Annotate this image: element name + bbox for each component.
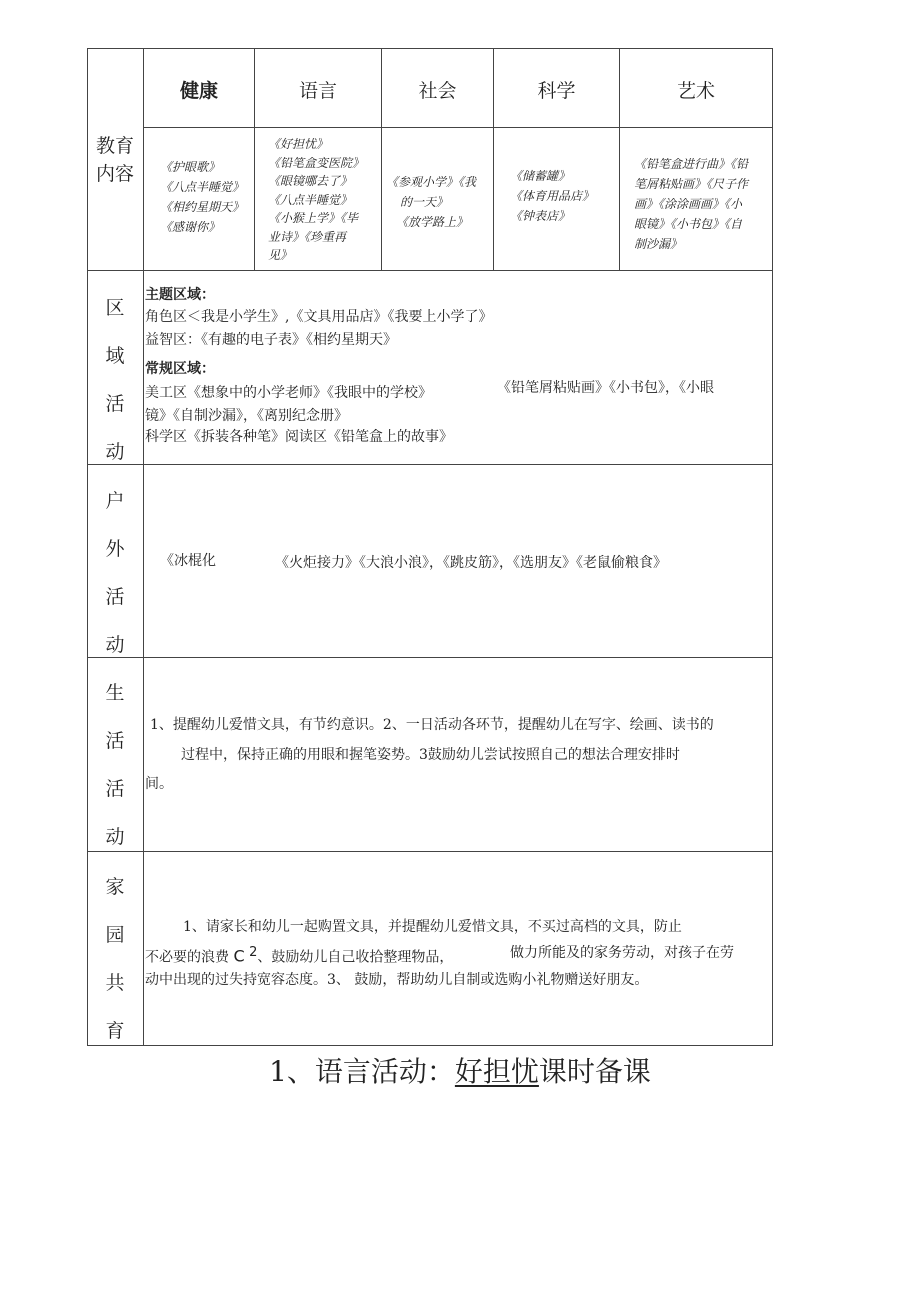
regular-area-line2: 镜》《自制沙漏》，《离别纪念册》 — [145, 408, 348, 424]
header-divider — [143, 127, 773, 128]
lesson-title-prefix: 1、语言活动： — [269, 1055, 455, 1088]
label-char: 家 — [105, 876, 125, 898]
list-item: 《铅笔盒进行曲》《铅 — [634, 157, 749, 171]
regular-area-line1: 美工区《想象中的小学老师》《我眼中的学校》 — [145, 385, 432, 401]
life-activity-line1: 1、提醒幼儿爱惜文具，有节约意识。2、一日活动各环节，提醒幼儿在写字、绘画、读书的 — [150, 717, 714, 733]
list-item: 《八点半睡觉》 — [160, 180, 245, 194]
lesson-title-suffix: 课时备课 — [538, 1055, 651, 1088]
row-divider-2 — [87, 464, 773, 465]
label-column-divider — [143, 48, 144, 1046]
outdoor-activity-right: 《火炬接力》《大浪小浪》，《跳皮筋》，《选朋友》《老鼠偷粮食》 — [275, 555, 667, 571]
list-item: 的一天》 — [400, 195, 449, 209]
table-border-right — [772, 48, 773, 1046]
header-language: 语言 — [298, 80, 337, 102]
label-char: 域 — [105, 345, 125, 367]
edu-content-label — [87, 132, 143, 188]
header-social: 社会 — [418, 80, 457, 102]
list-item: 《放学路上》 — [396, 215, 469, 229]
list-item: 《小猴上学》《毕 — [268, 211, 359, 225]
label-char: 活 — [105, 730, 125, 752]
home-coop-line2-d: 、鼓励幼儿自己收拾整理物品， — [257, 949, 454, 966]
home-coop-line3: 动中出现的过失持宽容态度。3、 鼓励，帮助幼儿自制或选购小礼物赠送好朋友。 — [145, 972, 649, 988]
list-item: 《相约星期天》 — [160, 200, 245, 214]
header-science: 科学 — [537, 80, 576, 102]
regular-area-line3: 科学区《拆装各种笔》阅读区《铅笔盒上的故事》 — [145, 429, 453, 445]
art-items — [634, 154, 748, 254]
edu-label-line1: 教育 — [95, 135, 134, 157]
health-items — [160, 157, 244, 237]
list-item: 《体育用品店》 — [510, 189, 595, 203]
life-activity-line2: 过程中，保持正确的用眼和握笔姿势。3鼓励幼儿尝试按照自己的想法合理安排时 — [181, 747, 680, 763]
home-coop-line2-c: 2 — [249, 945, 258, 960]
area-activity-label — [87, 284, 143, 476]
label-char: 动 — [105, 826, 125, 848]
home-coop-line2-a: 不必要的浪费 — [145, 949, 229, 966]
table-border-bottom — [87, 1045, 773, 1046]
list-item: 《铅笔盒变医院》 — [268, 155, 365, 170]
home-coop-line2 — [145, 942, 453, 969]
label-char: 区 — [105, 297, 125, 319]
lesson-title-underlined: 好担忧 — [454, 1055, 539, 1088]
header-art: 艺术 — [676, 80, 715, 102]
list-item: 画》《涂涂画画》《小 — [634, 197, 743, 211]
life-activity-line3: 间。 — [145, 776, 173, 792]
list-item: 笔屑粘贴画》《尺子作 — [634, 177, 749, 191]
table-border-top — [87, 48, 773, 49]
outdoor-activity-label — [87, 477, 143, 669]
home-coop-line2-right: 做力所能及的家务劳动，对孩子在劳 — [510, 945, 734, 961]
list-item: 《参观小学》《我 — [386, 175, 477, 189]
label-char: 动 — [105, 634, 125, 656]
list-item: 业诗》《珍重再 — [268, 229, 347, 244]
home-coop-line2-b: C — [233, 946, 245, 966]
header-health: 健康 — [179, 80, 218, 102]
row-divider-4 — [87, 851, 773, 852]
lesson-title — [0, 1050, 920, 1090]
outdoor-activity-left: 《冰棍化 — [160, 553, 216, 569]
science-items — [510, 166, 594, 226]
language-items — [268, 135, 364, 265]
regular-area-title: 常规区域： — [145, 361, 215, 377]
list-item: 《眼镜哪去了》 — [268, 174, 353, 188]
list-item: 《好担忧》 — [268, 137, 329, 151]
label-char: 园 — [105, 924, 125, 946]
label-char: 活 — [105, 778, 125, 800]
regular-area-line1-right: 《铅笔屑粘贴画》《小书包》，《小眼 — [497, 380, 714, 396]
list-item: 《储蓄罐》 — [510, 169, 571, 183]
list-item: 眼镜》《小书包》《自 — [634, 217, 743, 231]
label-char: 生 — [105, 682, 125, 704]
label-char: 外 — [105, 538, 125, 560]
life-activity-label — [87, 669, 143, 861]
list-item: 《八点半睡觉》 — [268, 192, 353, 207]
list-item: 《钟表店》 — [510, 209, 571, 223]
theme-area-title: 主题区域： — [145, 287, 215, 303]
home-cooperation-label — [87, 863, 143, 1055]
list-item: 制沙漏》 — [634, 237, 683, 251]
label-char: 共 — [105, 972, 125, 994]
home-coop-line1: 1、请家长和幼儿一起购置文具，并提醒幼儿爱惜文具，不买过高档的文具，防止 — [183, 919, 682, 935]
label-char: 活 — [105, 586, 125, 608]
list-item: 《感谢你》 — [160, 220, 221, 234]
list-item: 见》 — [268, 248, 293, 262]
label-char: 户 — [105, 490, 125, 512]
theme-area-line1: 角色区＜我是小学生》,《文具用品店》《我要上小学了》 — [145, 309, 493, 325]
social-items — [386, 172, 476, 232]
row-divider-1 — [87, 270, 773, 271]
label-char: 动 — [105, 441, 125, 463]
edu-label-line2: 内容 — [95, 163, 134, 185]
row-divider-3 — [87, 657, 773, 658]
list-item: 《护眼歌》 — [160, 160, 221, 174]
label-char: 活 — [105, 393, 125, 415]
label-char: 育 — [105, 1020, 125, 1042]
theme-area-line2: 益智区：《有趣的电子表》《相约星期天》 — [145, 332, 397, 348]
